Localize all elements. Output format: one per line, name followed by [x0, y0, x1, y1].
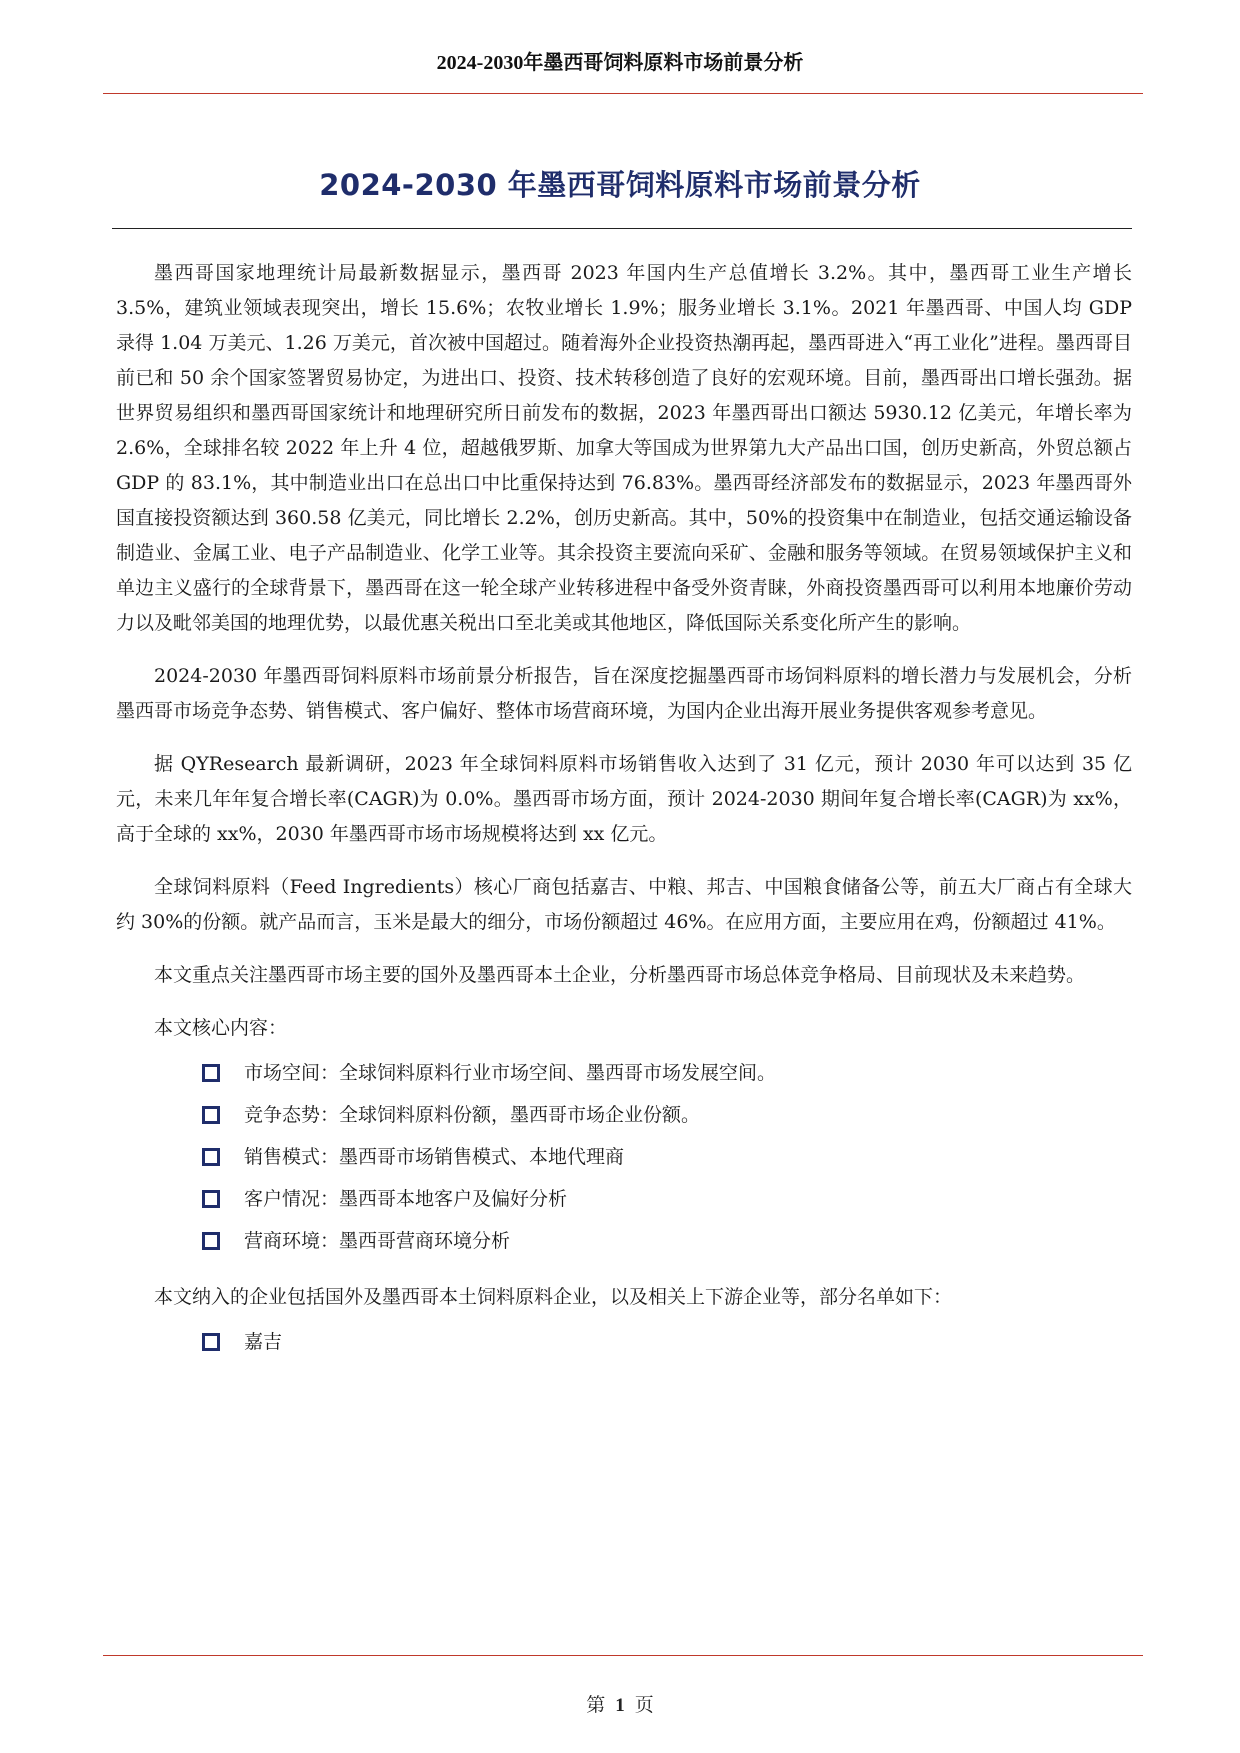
- list-item: [202, 1178, 1132, 1220]
- page-prefix: 第: [586, 1695, 606, 1716]
- checkbox-bullet-icon: [202, 1106, 220, 1124]
- document-title: 2024-2030 年墨西哥饲料原料市场前景分析: [319, 168, 921, 202]
- list-item-text: 竞争态势：全球饲料原料份额，墨西哥市场企业份额。: [244, 1104, 701, 1126]
- list-item: [202, 1094, 1132, 1136]
- document-body: [116, 256, 1132, 1363]
- running-header: 2024-2030年墨西哥饲料原料市场前景分析: [436, 52, 804, 74]
- list-item-text: 嘉吉: [244, 1331, 283, 1353]
- checkbox-bullet-icon: [202, 1064, 220, 1082]
- paragraph-key-vendors: 全球饲料原料（Feed Ingredients）核心厂商包括嘉吉、中粮、邦吉、中国粮食储备公等，前五大厂商占有全球大约 30%的份额。就产品而言，玉米是最大的细分，市场份额超过 46%。在应用方面，主要应用在鸡，份额超过 41%。: [116, 876, 1132, 933]
- list-item: [202, 1321, 1132, 1363]
- page-number-value: 1: [615, 1695, 625, 1716]
- checkbox-bullet-icon: [202, 1333, 220, 1351]
- list-item: [202, 1220, 1132, 1262]
- companies-intro: 本文纳入的企业包括国外及墨西哥本土饲料原料企业，以及相关上下游企业等，部分名单如下：: [154, 1286, 953, 1308]
- list-item: [202, 1052, 1132, 1094]
- checkbox-bullet-icon: [202, 1232, 220, 1250]
- list-item-text: 销售模式：墨西哥市场销售模式、本地代理商: [244, 1146, 625, 1168]
- list-item-text: 客户情况：墨西哥本地客户及偏好分析: [244, 1188, 568, 1210]
- title-divider: [112, 228, 1132, 229]
- list-item-text: 营商环境：墨西哥营商环境分析: [244, 1230, 511, 1252]
- core-content-list: [116, 1052, 1132, 1262]
- checkbox-bullet-icon: [202, 1148, 220, 1166]
- list-item: [202, 1136, 1132, 1178]
- checkbox-bullet-icon: [202, 1190, 220, 1208]
- paragraph-economy: 墨西哥国家地理统计局最新数据显示，墨西哥 2023 年国内生产总值增长 3.2%。其中，墨西哥工业生产增长 3.5%，建筑业领域表现突出，增长 15.6%；农牧业增长 1.9%；服务业增长 3.1%。2021 年墨西哥、中国人均 GDP 录得 1.04 万美元、1.26 万美元，首次被中国超过。随着海外企业投资热潮再起，墨西哥进入“再工业化”进程。墨西哥目前已和 50 余个国家签署贸易协定，为进出口、投资、技术转移创造了良好的宏观环境。目前，墨西哥出口增长强劲。据世界贸易组织和墨西哥国家统计和地理研究所日前发布的数据，2023 年墨西哥出口额达 5930.12 亿美元，年增长率为 2.6%，全球排名较 2022 年上升 4 位，超越俄罗斯、加拿大等国成为世界第九大产品出口国，创历史新高，外贸总额占 GDP 的 83.1%，其中制造业出口在总出口中比重保持达到 76.83%。墨西哥经济部发布的数据显示，2023 年墨西哥外国直接投资额达到 360.58 亿美元，同比增长 2.2%，创历史新高。其中，50%的投资集中在制造业，包括交通运输设备制造业、金属工业、电子产品制造业、化学工业等。其余投资主要流向采矿、金融和服务等领域。在贸易领域保护主义和单边主义盛行的全球背景下，墨西哥在这一轮全球产业转移进程中备受外资青睐，外商投资墨西哥可以利用本地廉价劳动力以及毗邻美国的地理优势，以最优惠关税出口至北美或其他地区，降低国际关系变化所产生的影响。: [116, 262, 1132, 634]
- core-content-intro: 本文核心内容：: [154, 1017, 288, 1039]
- paragraph-report-purpose: 2024-2030 年墨西哥饲料原料市场前景分析报告，旨在深度挖掘墨西哥市场饲料原料的增长潜力与发展机会，分析墨西哥市场竞争态势、销售模式、客户偏好、整体市场营商环境，为国内企业出海开展业务提供客观参考意见。: [116, 665, 1132, 722]
- header-divider: [103, 93, 1143, 94]
- page-suffix: 页: [634, 1695, 654, 1716]
- page-number: [0, 1690, 1240, 1717]
- paragraph-market-size: 据 QYResearch 最新调研，2023 年全球饲料原料市场销售收入达到了 31 亿元，预计 2030 年可以达到 35 亿元，未来几年年复合增长率(CAGR)为 0.0%。墨西哥市场方面，预计 2024-2030 期间年复合增长率(CAGR)为 xx%，高于全球的 xx%，2030 年墨西哥市场市场规模将达到 xx 亿元。: [116, 753, 1132, 845]
- list-item-text: 市场空间：全球饲料原料行业市场空间、墨西哥市场发展空间。: [244, 1062, 777, 1084]
- companies-list: [116, 1321, 1132, 1363]
- paragraph-focus: 本文重点关注墨西哥市场主要的国外及墨西哥本土企业，分析墨西哥市场总体竞争格局、目前现状及未来趋势。: [154, 964, 1086, 986]
- footer-divider: [103, 1655, 1143, 1656]
